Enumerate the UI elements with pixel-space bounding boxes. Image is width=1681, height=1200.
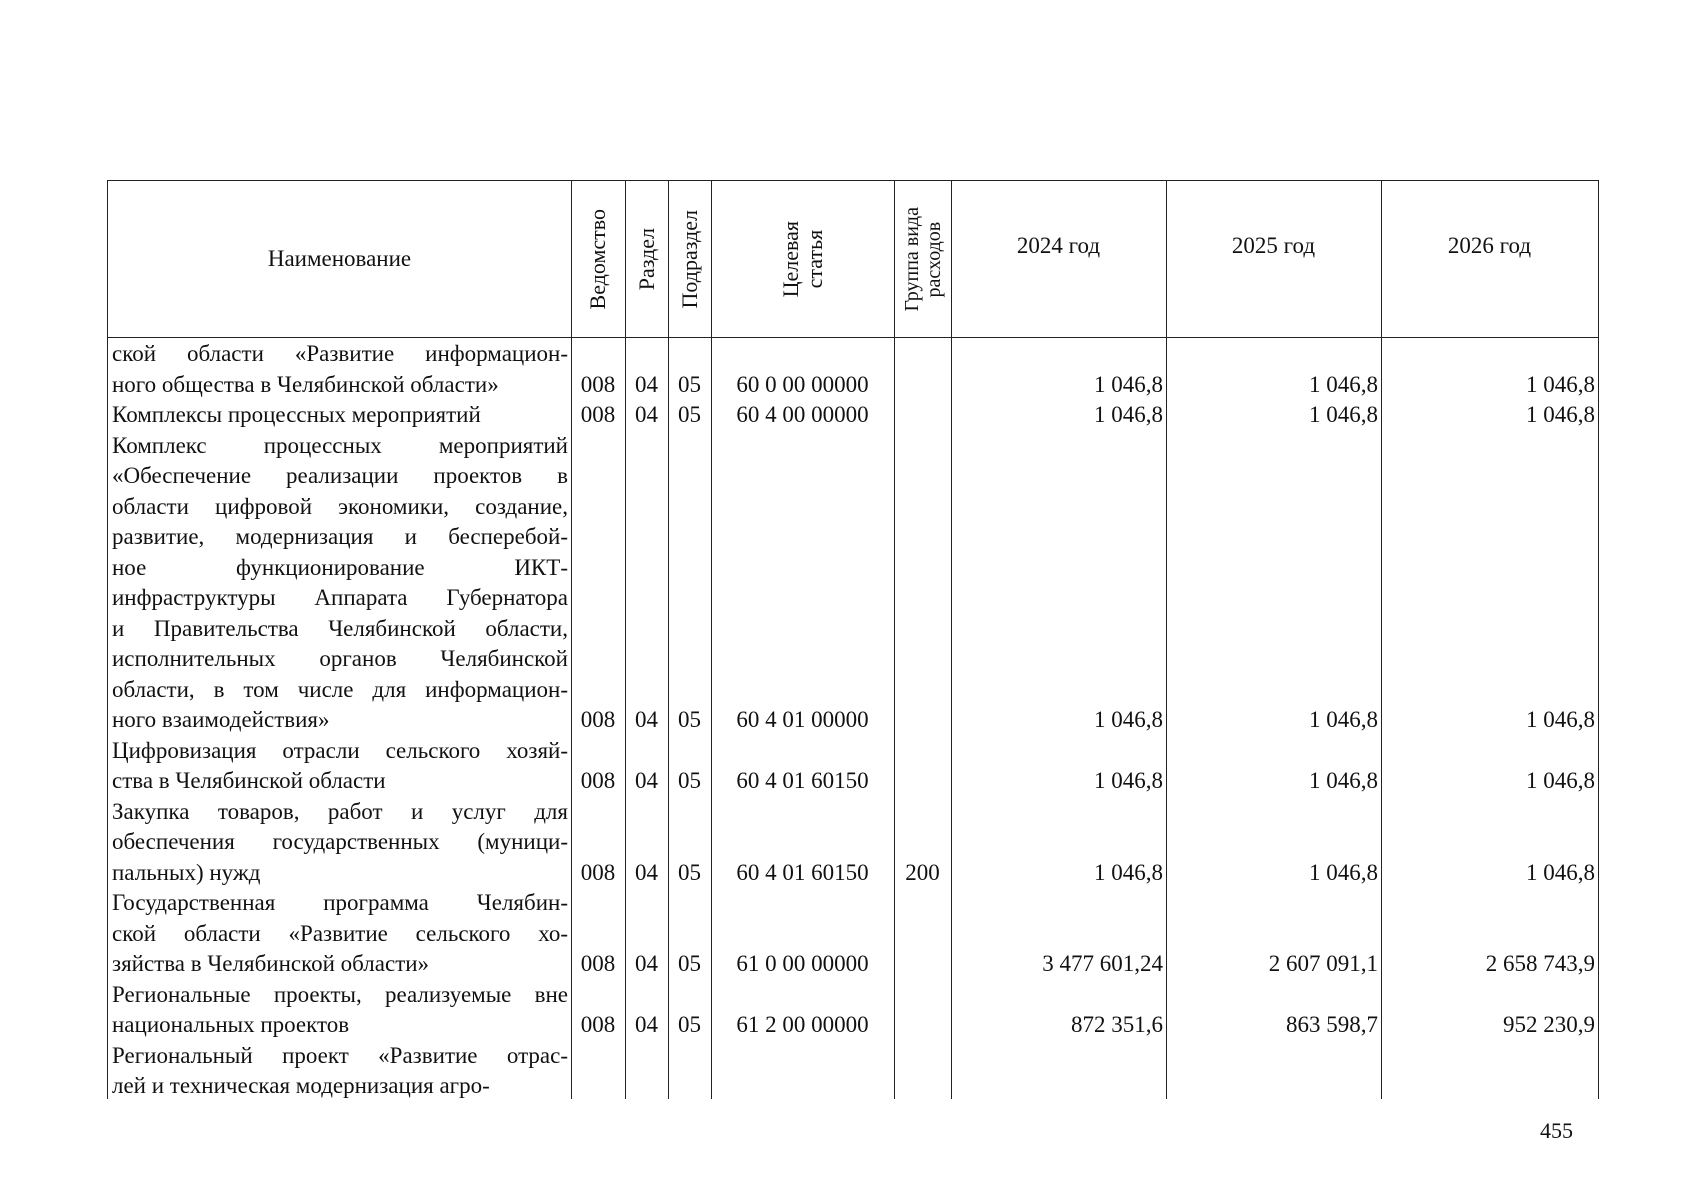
row-cell-y2026: 1 046,8	[1526, 707, 1595, 732]
row-name-line: исполнительных органов Челябинской	[112, 646, 568, 671]
row-name-line: Государственная программа Челябин-	[112, 890, 568, 915]
row-name-line: зяйства в Челябинской области»	[112, 951, 430, 976]
row-name-line: Закупка товаров, работ и услуг для	[112, 798, 568, 824]
row-name-line: ской области «Развитие информацион-	[112, 341, 568, 366]
header-2025-label: 2025 год	[1231, 233, 1316, 258]
header-gruppa	[894, 181, 951, 337]
row-cell-y2024: 3 477 601,24	[1042, 951, 1163, 976]
page-number: 455	[1540, 1118, 1573, 1143]
row-name-line: области, в том числе для информацион-	[112, 676, 568, 702]
row-cell-celevaya: 60 4 01 60150	[736, 768, 869, 793]
row-name-line: развитие, модернизация и бесперебой-	[112, 524, 568, 549]
row-cell-y2025: 1 046,8	[1309, 768, 1378, 793]
row-cell-ved: 008	[580, 1012, 616, 1037]
row-cell-celevaya: 61 2 00 00000	[736, 1012, 869, 1037]
row-name-line: Региональные проекты, реализуемые вне	[112, 981, 568, 1007]
header-vedomstvo-label: Ведомство	[585, 208, 610, 310]
row-cell-y2025: 2 607 091,1	[1268, 951, 1378, 976]
row-cell-y2026: 952 230,9	[1503, 1012, 1595, 1037]
row-cell-podrazdel: 05	[678, 859, 701, 885]
row-cell-celevaya: 60 4 00 00000	[736, 402, 869, 427]
row-cell-y2025: 1 046,8	[1309, 859, 1378, 885]
row-name	[112, 980, 568, 1041]
row-cell-ved: 008	[580, 371, 616, 397]
row-cell-y2025: 1 046,8	[1309, 707, 1378, 732]
row-cell-razdel: 04	[635, 707, 658, 732]
header-razdel-label: Раздел	[633, 227, 659, 291]
row-cell-podrazdel: 05	[678, 402, 701, 427]
row-cell-podrazdel: 05	[678, 951, 701, 976]
row-name	[112, 431, 568, 736]
row-name-line: ного взаимодействия»	[112, 707, 330, 732]
row-cell-y2026: 2 658 743,9	[1485, 951, 1595, 976]
row-name-line: и Правительства Челябинской области,	[112, 615, 568, 641]
row-cell-podrazdel: 05	[678, 768, 701, 793]
header-celevaya-label: Целевая статья	[777, 220, 827, 298]
row-cell-razdel: 04	[635, 402, 658, 427]
header-2024	[951, 181, 1166, 337]
header-2026	[1381, 181, 1598, 337]
row-cell-podrazdel: 05	[678, 707, 701, 732]
row-name-line: «Обеспечение реализации проектов в	[112, 463, 568, 488]
header-podrazdel-label: Подраздел	[676, 209, 702, 309]
row-name-line: обеспечения государственных (муници-	[112, 829, 568, 854]
row-cell-y2025: 1 046,8	[1309, 402, 1378, 427]
row-cell-gruppa: 200	[905, 859, 940, 885]
row-cell-y2024: 1 046,8	[1094, 371, 1163, 397]
row-cell-ved: 008	[580, 402, 616, 427]
header-2025	[1166, 181, 1381, 337]
header-gruppa-label: Группа вида расходов	[900, 206, 945, 312]
row-cell-y2024: 872 351,6	[1071, 1012, 1163, 1037]
row-cell-y2025: 1 046,8	[1309, 371, 1378, 397]
row-name-line: ства в Челябинской области	[112, 768, 386, 793]
header-vedomstvo	[571, 181, 625, 337]
row-name-line: Комплекс процессных мероприятий	[112, 432, 568, 458]
row-name-line: Комплексы процессных мероприятий	[112, 402, 481, 427]
row-name-line: национальных проектов	[112, 1012, 350, 1037]
header-podrazdel	[668, 181, 711, 337]
row-name	[112, 736, 568, 797]
budget-table	[107, 180, 1599, 1099]
row-name	[112, 339, 568, 400]
row-name	[112, 797, 568, 889]
row-name-line: инфраструктуры Аппарата Губернатора	[112, 585, 568, 610]
row-cell-y2024: 1 046,8	[1094, 859, 1163, 885]
row-cell-podrazdel: 05	[678, 1012, 701, 1037]
row-cell-celevaya: 60 0 00 00000	[736, 371, 869, 397]
row-cell-y2026: 1 046,8	[1526, 371, 1595, 397]
row-cell-y2026: 1 046,8	[1526, 859, 1595, 885]
row-cell-podrazdel: 05	[678, 371, 701, 397]
row-name-line: области цифровой экономики, создание,	[112, 493, 568, 519]
row-cell-y2026: 1 046,8	[1526, 402, 1595, 427]
row-cell-razdel: 04	[635, 768, 658, 793]
row-cell-ved: 008	[580, 859, 616, 885]
row-cell-y2024: 1 046,8	[1094, 707, 1163, 732]
row-cell-y2024: 1 046,8	[1094, 402, 1163, 427]
row-cell-razdel: 04	[635, 1012, 658, 1037]
row-name-line: ного общества в Челябинской области»	[112, 371, 499, 397]
row-cell-celevaya: 60 4 01 00000	[736, 707, 869, 732]
row-cell-razdel: 04	[635, 951, 658, 976]
row-cell-y2024: 1 046,8	[1094, 768, 1163, 793]
header-name-label: Наименование	[267, 246, 412, 271]
row-cell-razdel: 04	[635, 371, 658, 397]
row-name-line: ской области «Развитие сельского хо-	[112, 920, 568, 946]
row-name	[112, 888, 568, 980]
row-name	[112, 1041, 568, 1102]
row-cell-celevaya: 61 0 00 00000	[736, 951, 869, 976]
row-cell-celevaya: 60 4 01 60150	[736, 859, 869, 885]
header-name	[108, 181, 571, 337]
row-name-line: пальных) нужд	[112, 859, 261, 885]
row-cell-razdel: 04	[635, 859, 658, 885]
row-name-line: лей и техническая модернизация агро-	[112, 1073, 490, 1098]
header-celevaya	[711, 181, 894, 337]
row-cell-y2026: 1 046,8	[1526, 768, 1595, 793]
row-name-line: Цифровизация отрасли сельского хозяй-	[112, 737, 568, 763]
row-name-line: ное функционирование ИКТ-	[112, 554, 568, 580]
header-2024-label: 2024 год	[1016, 233, 1101, 258]
row-name	[112, 400, 568, 431]
row-name-line: Региональный проект «Развитие отрас-	[112, 1042, 568, 1068]
row-cell-ved: 008	[580, 768, 616, 793]
row-cell-y2025: 863 598,7	[1286, 1012, 1378, 1037]
header-razdel	[625, 181, 668, 337]
row-cell-ved: 008	[580, 707, 616, 732]
header-divider	[108, 337, 1598, 338]
row-cell-ved: 008	[580, 951, 616, 976]
header-2026-label: 2026 год	[1447, 233, 1532, 258]
